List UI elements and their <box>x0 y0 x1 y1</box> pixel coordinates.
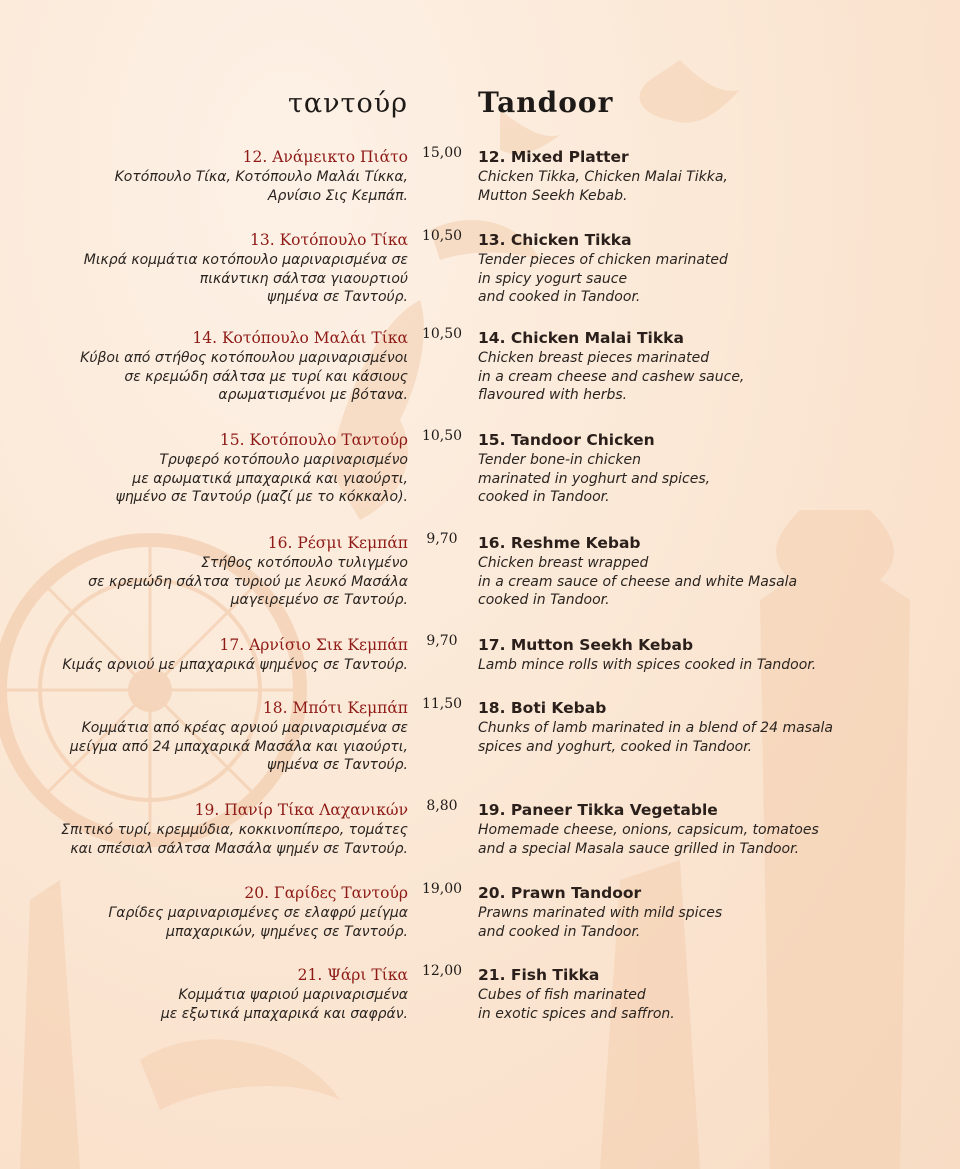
item-title-english: 20. Prawn Tandoor <box>478 884 642 902</box>
item-title-greek: 14. Κοτόπουλο Μαλάι Τίκα <box>192 329 408 347</box>
section-title-greek: ταντούρ <box>287 88 408 119</box>
item-title-greek: 19. Πανίρ Τίκα Λαχανικών <box>194 801 408 819</box>
item-title-greek: 20. Γαρίδες Ταντούρ <box>244 884 408 902</box>
item-title-greek: 21. Ψάρι Τίκα <box>297 966 408 984</box>
item-desc-greek: Κιμάς αρνιού με μπαχαρικά ψημένος σε Ταντούρ. <box>62 657 408 673</box>
item-title-greek: 15. Κοτόπουλο Ταντούρ <box>219 431 408 449</box>
item-title-english: 16. Reshme Kebab <box>478 534 641 552</box>
item-price: 10,50 <box>421 326 463 342</box>
item-desc-english: Tender pieces of chicken marinated in spicy yogurt sauce and cooked in Tandoor. <box>478 252 728 305</box>
item-desc-greek: Τρυφερό κοτόπουλο μαριναρισμένο με αρωματικά μπαχαρικά και γιαούρτι, ψημένο σε Ταντούρ (μαζί με το κόκκαλο). <box>115 452 408 505</box>
item-desc-english: Lamb mince rolls with spices cooked in Tandoor. <box>478 657 817 673</box>
item-desc-greek: Κομμάτια από κρέας αρνιού μαριναρισμένα σε μείγμα από 24 μπαχαρικά Μασάλα και γιαούρτι, ψημένα σε Ταντούρ. <box>69 720 408 773</box>
item-price: 19,00 <box>421 881 463 897</box>
item-price: 10,50 <box>421 228 463 244</box>
item-title-english: 18. Boti Kebab <box>478 699 607 717</box>
item-title-greek: 16. Ρέσμι Κεμπάπ <box>267 534 408 552</box>
item-title-greek: 13. Κοτόπουλο Τίκα <box>250 231 408 249</box>
item-title-english: 14. Chicken Malai Tikka <box>478 329 684 347</box>
item-title-english: 21. Fish Tikka <box>478 966 600 984</box>
item-price: 12,00 <box>421 963 463 979</box>
item-desc-english: Chicken breast pieces marinated in a cream cheese and cashew sauce, flavoured with herbs. <box>478 350 745 403</box>
item-price: 9,70 <box>426 531 458 547</box>
item-desc-english: Chicken Tikka, Chicken Malai Tikka, Mutton Seekh Kebab. <box>478 169 728 204</box>
item-title-english: 12. Mixed Platter <box>478 148 629 166</box>
item-title-english: 19. Paneer Tikka Vegetable <box>478 801 718 819</box>
item-title-english: 15. Tandoor Chicken <box>478 431 655 449</box>
item-price: 8,80 <box>426 798 458 814</box>
item-desc-greek: Κύβοι από στήθος κοτόπουλου μαριναρισμένοι σε κρεμώδη σάλτσα με τυρί και κάσιους αρωματισμένοι με βότανα. <box>80 350 408 403</box>
item-title-greek: 18. Μπότι Κεμπάπ <box>262 699 408 717</box>
item-desc-english: Prawns marinated with mild spices and cooked in Tandoor. <box>478 905 723 940</box>
item-price: 11,50 <box>421 696 463 712</box>
item-title-english: 17. Mutton Seekh Kebab <box>478 636 694 654</box>
item-desc-greek: Μικρά κομμάτια κοτόπουλο μαριναρισμένα σε πικάντικη σάλτσα γιαουρτιού ψημένα σε Ταντούρ. <box>83 252 408 305</box>
item-title-greek: 12. Ανάμεικτο Πιάτο <box>242 148 408 166</box>
item-desc-greek: Γαρίδες μαριναρισμένες σε ελαφρύ μείγμα μπαχαρικών, ψημένες σε Ταντούρ. <box>108 905 408 940</box>
item-desc-english: Chunks of lamb marinated in a blend of 24 masala spices and yoghurt, cooked in Tandoor. <box>478 720 833 755</box>
item-title-greek: 17. Αρνίσιο Σικ Κεμπάπ <box>219 636 408 654</box>
item-desc-english: Homemade cheese, onions, capsicum, tomatoes and a special Masala sauce grilled in Tandoor. <box>478 822 819 857</box>
item-desc-greek: Στήθος κοτόπουλο τυλιγμένο σε κρεμώδη σάλτσα τυριού με λευκό Μασάλα μαγειρεμένο σε Ταντούρ. <box>88 555 408 608</box>
item-price: 10,50 <box>421 428 463 444</box>
item-desc-english: Cubes of fish marinated in exotic spices and saffron. <box>478 987 675 1022</box>
section-title-english: Tandoor <box>478 86 614 119</box>
item-desc-greek: Κομμάτια ψαριού μαριναρισμένα με εξωτικά μπαχαρικά και σαφράν. <box>160 987 408 1022</box>
item-desc-greek: Σπιτικό τυρί, κρεμμύδια, κοκκινοπίπερο, τομάτες και σπέσιαλ σάλτσα Μασάλα ψημέν σε Ταντούρ. <box>61 822 408 857</box>
item-desc-english: Chicken breast wrapped in a cream sauce of cheese and white Masala cooked in Tandoor. <box>478 555 798 608</box>
item-title-english: 13. Chicken Tikka <box>478 231 632 249</box>
item-desc-english: Tender bone-in chicken marinated in yoghurt and spices, cooked in Tandoor. <box>478 452 711 505</box>
item-desc-greek: Κοτόπουλο Τίκα, Κοτόπουλο Μαλάι Τίκκα, Αρνίσιο Σις Κεμπάπ. <box>114 169 408 204</box>
item-price: 15,00 <box>421 145 463 161</box>
item-price: 9,70 <box>426 633 458 649</box>
